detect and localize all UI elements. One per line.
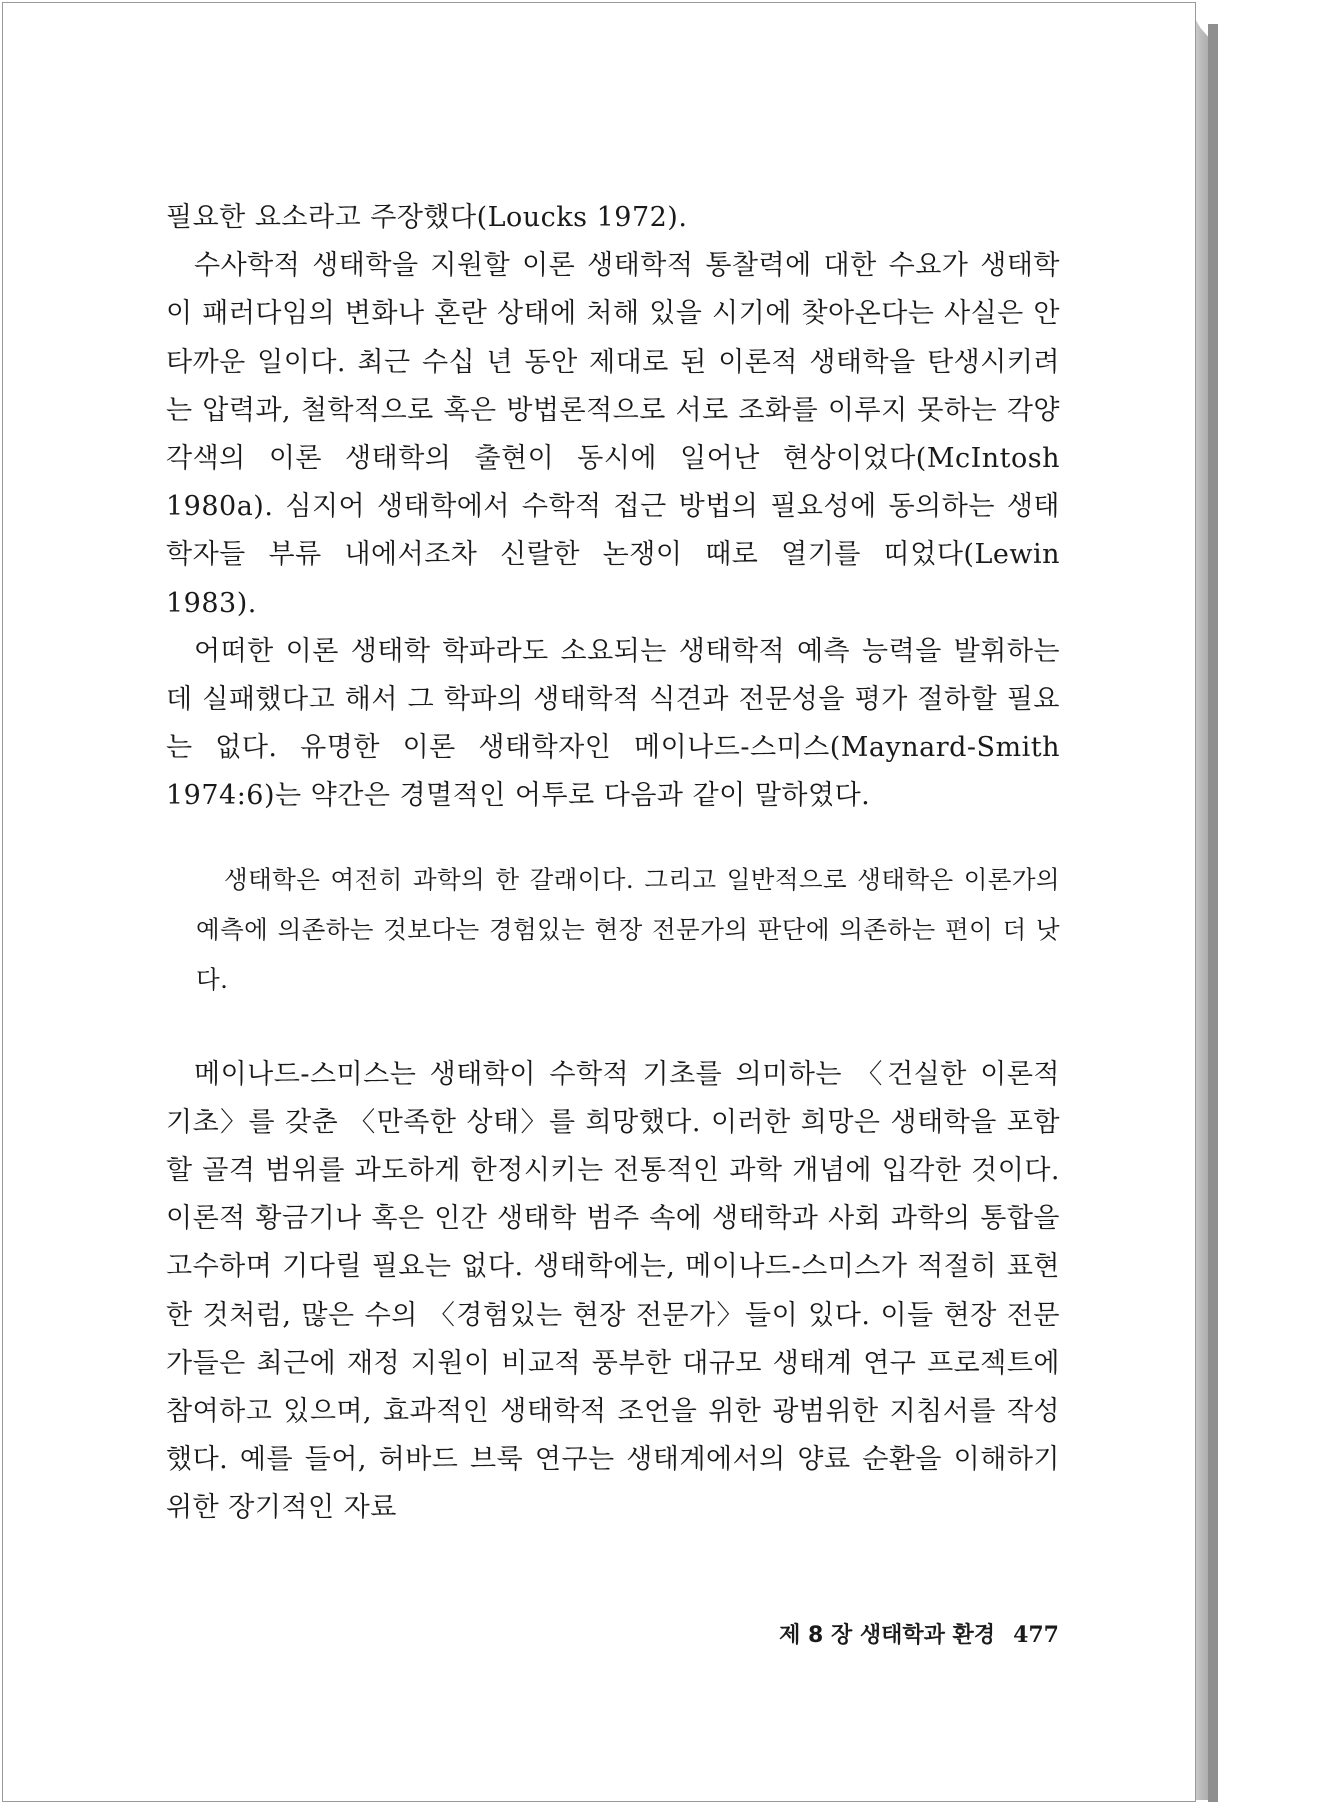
paragraph-field-experts: 메이나드-스미스는 생태학이 수학적 기초를 의미하는 〈건실한 이론적 기초〉를 갖춘 〈만족한 상태〉를 희망했다. 이러한 희망은 생태학을 포함할 골격 범위를 과도하게 한정시키는 전통적인 과학 개념에 입각한 것이다. 이론적 황금기나 혹은 인간 생태학 범주 속에 생태학과 사회 과학의 통합을 고수하며 기다릴 필요는 없다. 생태학에는, 메이나드-스미스가 적절히 표현한 것처럼, 많은 수의 〈경험있는 현장 전문가〉들이 있다. 이들 현장 전문가들은 최근에 재정 지원이 비교적 풍부한 대규모 생태계 연구 프로젝트에 참여하고 있으며, 효과적인 생태학적 조언을 위한 광범위한 지침서를 작성했다. 예를 들어, 허바드 브룩 연구는 생태계에서의 양료 순환을 이해하기 위한 장기적인 자료 <box>166 1058 1060 1524</box>
running-footer <box>779 1618 1059 1649</box>
paragraph-continuation: 필요한 요소라고 주장했다(Loucks 1972). <box>166 202 688 233</box>
paragraph-rhetorical-ecology: 수사학적 생태학을 지원할 이론 생태학적 통찰력에 대한 수요가 생태학이 패러다임의 변화나 혼란 상태에 처해 있을 시기에 찾아온다는 사실은 안타까운 일이다. 최근 수십 년 동안 제대로 된 이론적 생태학을 탄생시키려는 압력과, 철학적으로 혹은 방법론적으로 서로 조화를 이루지 못하는 각양각색의 이론 생태학의 출현이 동시에 일어난 현상이었다(McIntosh 1980a). 심지어 생태학에서 수학적 접근 방법의 필요성에 동의하는 생태학자들 부류 내에서조차 신랄한 논쟁이 때로 열기를 띠었다(Lewin 1983). <box>166 250 1060 619</box>
page-stack-edge-inner <box>1208 24 1218 1802</box>
chapter-title: 제 8 장 생태학과 환경 <box>779 1623 996 1648</box>
body-text <box>166 194 1060 1533</box>
page-number: 477 <box>1013 1622 1059 1648</box>
block-quote-maynard-smith: 생태학은 여전히 과학의 한 갈래이다. 그리고 일반적으로 생태학은 이론가의 예측에 의존하는 것보다는 경험있는 현장 전문가의 판단에 의존하는 편이 더 낫다. <box>196 864 1060 994</box>
paragraph-prediction-failure: 어떠한 이론 생태학 학파라도 소요되는 생태학적 예측 능력을 발휘하는 데 실패했다고 해서 그 학파의 생태학적 식견과 전문성을 평가 절하할 필요는 없다. 유명한 이론 생태학자인 메이나드-스미스(Maynard-Smith 1974:6)는 약간은 경멸적인 어투로 다음과 같이 말하였다. <box>166 635 1060 812</box>
